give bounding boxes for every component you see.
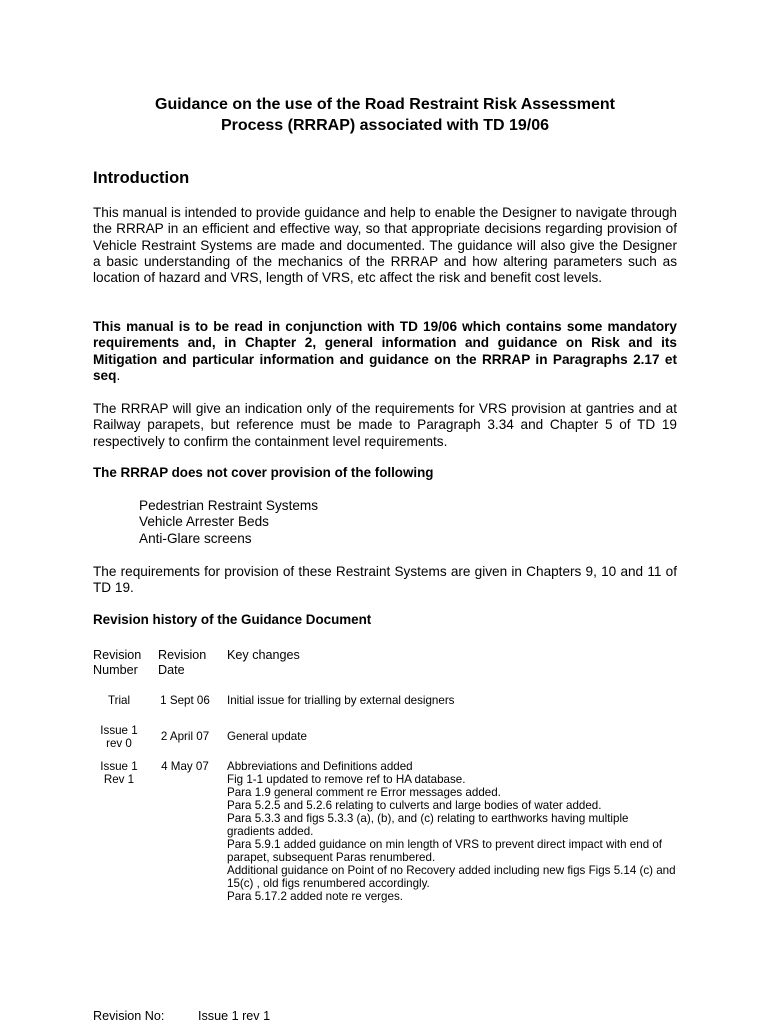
header-revision-number	[93, 648, 141, 677]
row-number-line-1: Issue 1	[100, 724, 138, 737]
change-line: Para 5.2.5 and 5.2.6 relating to culverts and large bodies of water added.	[227, 799, 602, 812]
requirements-paragraph: The requirements for provision of these Restraint Systems are given in Chapters 9, 10 and 11 of TD 19.	[93, 564, 677, 596]
header-revision-number-line-2: Number	[93, 662, 138, 677]
change-line: Initial issue for trialling by external designers	[227, 694, 455, 707]
table-row-changes	[227, 730, 687, 743]
page-footer	[93, 1009, 271, 1024]
change-line: parapet, subsequent Paras renumbered.	[227, 851, 436, 864]
change-line: Additional guidance on Point of no Recovery added including new figs Figs 5.14 (c) and	[227, 864, 676, 877]
list-item: Pedestrian Restraint Systems	[139, 498, 319, 513]
change-line: Para 5.3.3 and figs 5.3.3 (a), (b), and (c) relating to earthworks having multiple	[227, 812, 629, 825]
title-line-2: Process (RRRAP) associated with TD 19/06	[220, 117, 550, 134]
header-revision-number-line-1: Revision	[93, 648, 142, 662]
conjunction-paragraph-end: .	[116, 367, 121, 383]
row-number-line-2: rev 0	[106, 737, 132, 750]
table-row-date: 2 April 07	[160, 730, 210, 743]
table-row-number	[93, 760, 145, 786]
change-line: Para 1.9 general comment re Error messages added.	[227, 786, 501, 799]
header-key-changes: Key changes	[227, 648, 300, 662]
change-line: General update	[227, 730, 307, 743]
header-revision-date-line-2: Date	[158, 662, 185, 677]
footer-label: Revision No:	[93, 1009, 165, 1023]
list-item: Vehicle Arrester Beds	[139, 514, 269, 530]
revision-history-heading: Revision history of the Guidance Document	[93, 612, 372, 627]
row-number-line-1: Issue 1	[100, 760, 138, 773]
change-line: Para 5.9.1 added guidance on min length of VRS to prevent direct impact with end of	[227, 838, 663, 851]
conjunction-paragraph-bold: This manual is to be read in conjunction with TD 19/06 which contains some mandatory requirements and, in Chapter 2, general information and guidance on Risk and its Mitigation and particular information and guidance on the RRRAP in Paragraphs 2.17 et seq	[93, 319, 677, 383]
table-row-number	[93, 694, 145, 707]
conjunction-paragraph	[93, 319, 677, 384]
table-row-number	[93, 724, 145, 750]
table-row-date: 4 May 07	[161, 760, 209, 773]
footer-revision-value: Issue 1 rev 1	[198, 1009, 271, 1023]
change-line: 15(c) , old figs renumbered accordingly.	[227, 877, 430, 890]
header-revision-date-line-1: Revision	[158, 648, 207, 662]
change-line: Abbreviations and Definitions added	[227, 760, 413, 773]
change-line: Fig 1-1 updated to remove ref to HA database.	[227, 773, 466, 786]
list-item: Anti-Glare screens	[139, 530, 252, 546]
row-number-line-1: Trial	[107, 694, 131, 707]
not-covered-heading: The RRRAP does not cover provision of the following	[93, 465, 434, 480]
table-row-date: 1 Sept 06	[160, 694, 210, 707]
gantries-paragraph: The RRRAP will give an indication only of the requirements for VRS provision at gantries and at Railway parapets, but reference must be made to Paragraph 3.34 and Chapter 5 of TD 19 respectively to confirm the containment level requirements.	[93, 401, 677, 449]
change-line: gradients added.	[227, 825, 314, 838]
change-line: Para 5.17.2 added note re verges.	[227, 890, 403, 903]
not-covered-list	[139, 498, 318, 547]
table-row-changes	[227, 694, 687, 707]
intro-paragraph: This manual is intended to provide guidance and help to enable the Designer to navigate through the RRRAP in an efficient and effective way, so that appropriate decisions regarding provision of Vehicle Restraint Systems are made and documented. The guidance will also give the Designer a basic understanding of the mechanics of the RRRAP and how altering parameters such as location of hazard and VRS, length of VRS, etc affect the risk and benefit cost levels.	[93, 205, 677, 286]
introduction-heading: Introduction	[93, 169, 190, 187]
row-number-line-2: Rev 1	[103, 773, 135, 786]
title-line-1: Guidance on the use of the Road Restraint Risk Assessment	[155, 96, 615, 113]
header-revision-date	[158, 648, 206, 677]
table-row-changes	[227, 760, 687, 903]
document-title	[93, 94, 677, 136]
